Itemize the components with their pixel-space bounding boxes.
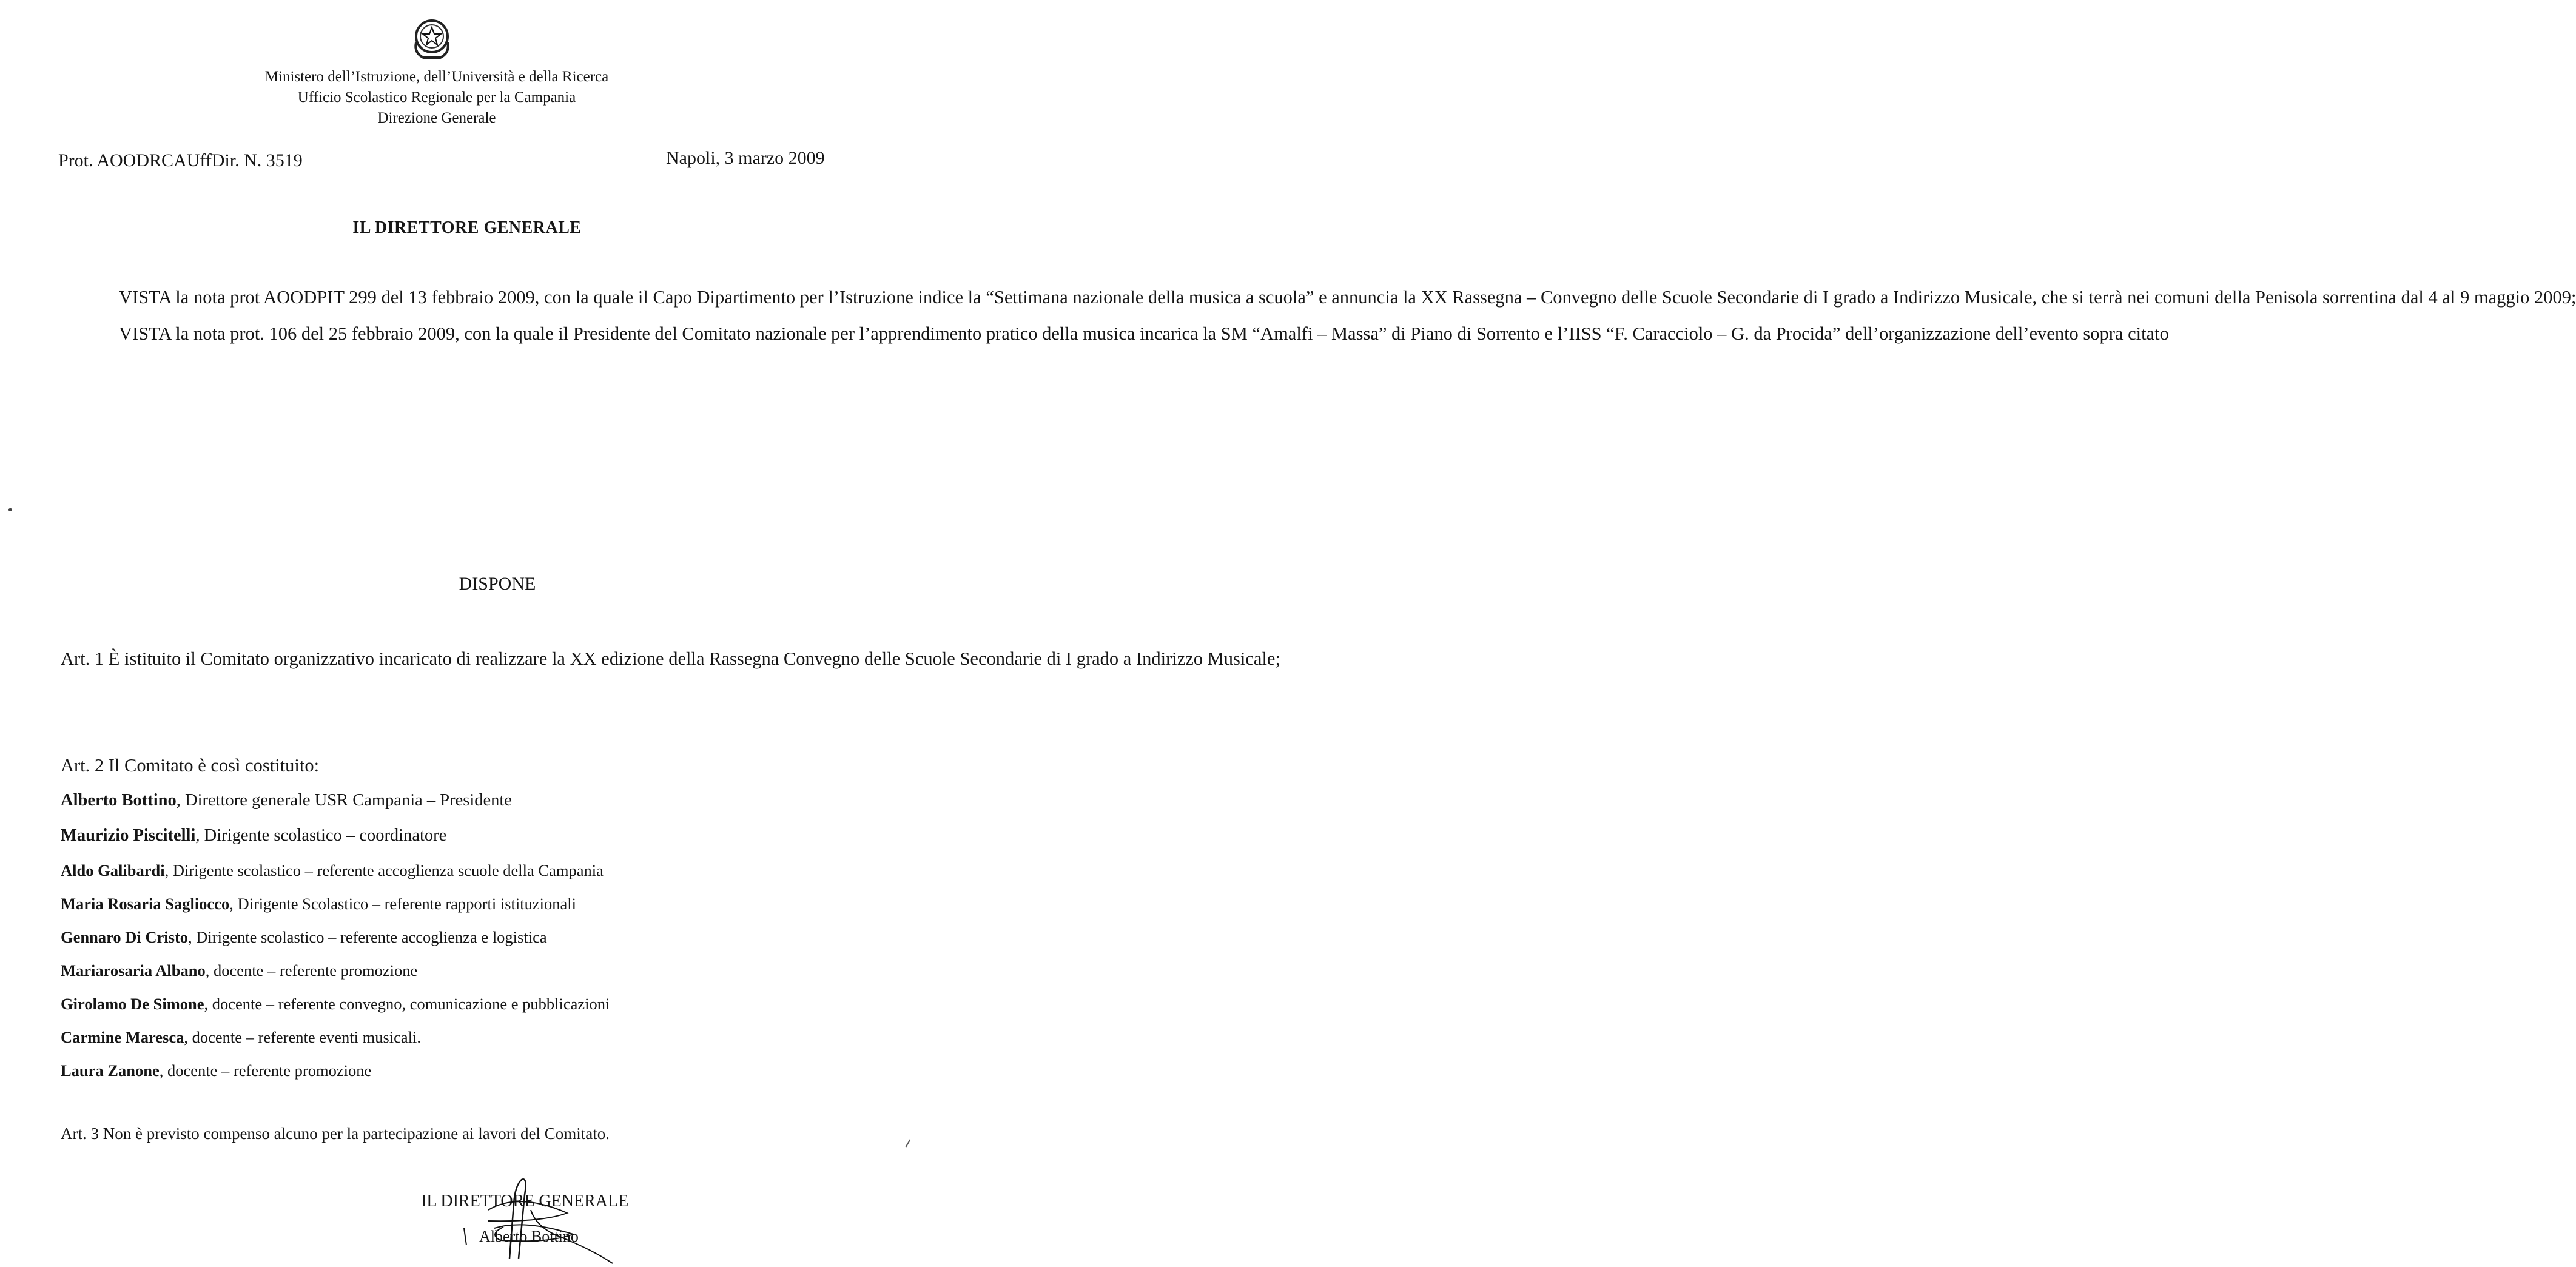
header-office: Ufficio Scolastico Regionale per la Campania <box>297 89 576 106</box>
committee-member <box>61 995 610 1013</box>
committee-member <box>61 861 604 880</box>
committee-member <box>61 791 512 810</box>
committee-member <box>61 928 547 947</box>
member-role: , docente – referente promozione <box>205 961 418 980</box>
preamble-paragraph-2: VISTA la nota prot. 106 del 25 febbraio 2009, con la quale il Presidente del Comitato nazionale per l’apprendimento pratico della musica incarica la SM “Amalfi – Massa” di Piano di Sorrento e l’IISS “F. Caracciolo – G. da Procida” dell’organizzazione dell’evento sopra citato <box>119 323 2169 344</box>
member-name: Girolamo De Simone <box>61 995 204 1013</box>
member-role: , docente – referente promozione <box>159 1061 372 1080</box>
committee-member <box>61 961 417 980</box>
member-name: Carmine Maresca <box>61 1028 184 1046</box>
header-ministry: Ministero dell’Istruzione, dell’Università e della Ricerca <box>264 69 609 85</box>
dispone-heading: DISPONE <box>459 574 536 594</box>
article-1: Art. 1 È istituito il Comitato organizzativo incaricato di realizzare la XX edizione della Rassegna Convegno delle Scuole Secondarie di I grado a Indirizzo Musicale; <box>61 648 1280 669</box>
committee-member <box>61 826 446 845</box>
member-role: , Dirigente scolastico – referente accoglienza scuole della Campania <box>164 861 604 879</box>
committee-member <box>61 1061 371 1080</box>
document-title: IL DIRETTORE GENERALE <box>352 218 582 237</box>
member-name: Mariarosaria Albano <box>61 961 206 980</box>
member-name: Maurizio Piscitelli <box>61 826 196 845</box>
member-name: Alberto Bottino <box>61 791 177 810</box>
handwritten-signature-icon <box>452 1168 628 1265</box>
member-role: , Dirigente Scolastico – referente rapporti istituzionali <box>229 895 576 913</box>
place-date: Napoli, 3 marzo 2009 <box>666 148 825 168</box>
article-2-intro: Art. 2 Il Comitato è così costituito: <box>61 755 320 776</box>
preamble-paragraph-1: VISTA la nota prot AOODPIT 299 del 13 febbraio 2009, con la quale il Capo Dipartimento per l’Istruzione indice la “Settimana nazionale della musica a scuola” e annuncia la XX Rassegna – Convegno delle Scuole Secondarie di I grado a Indirizzo Musicale, che si terrà nei comuni della Penisola sorrentina dal 4 al 9 maggio 2009; <box>119 287 2576 308</box>
committee-member <box>61 1028 421 1047</box>
member-name: Maria Rosaria Sagliocco <box>61 895 230 913</box>
member-role: , Dirigente scolastico – referente accoglienza e logistica <box>188 928 547 946</box>
scan-artifact <box>906 1139 911 1147</box>
member-name: Gennaro Di Cristo <box>61 928 189 946</box>
member-role: , Dirigente scolastico – coordinatore <box>195 826 447 845</box>
member-role: , Direttore generale USR Campania – Presidente <box>176 791 512 810</box>
scan-artifact <box>8 508 12 511</box>
preamble <box>59 279 2576 352</box>
signatory-name: Alberto Bottino <box>479 1228 579 1245</box>
committee-member <box>61 895 576 913</box>
signature-title: IL DIRETTORE GENERALE <box>421 1192 629 1211</box>
header-direction: Direzione Generale <box>377 110 496 126</box>
member-role: , docente – referente eventi musicali. <box>184 1028 422 1046</box>
article-3: Art. 3 Non è previsto compenso alcuno per la partecipazione ai lavori del Comitato. <box>61 1124 610 1143</box>
member-name: Laura Zanone <box>61 1061 160 1080</box>
protocol-number: Prot. AOODRCAUffDir. N. 3519 <box>58 150 303 170</box>
italian-republic-emblem-icon <box>410 16 454 64</box>
member-name: Aldo Galibardi <box>61 861 165 879</box>
member-role: , docente – referente convegno, comunicazione e pubblicazioni <box>204 995 610 1013</box>
